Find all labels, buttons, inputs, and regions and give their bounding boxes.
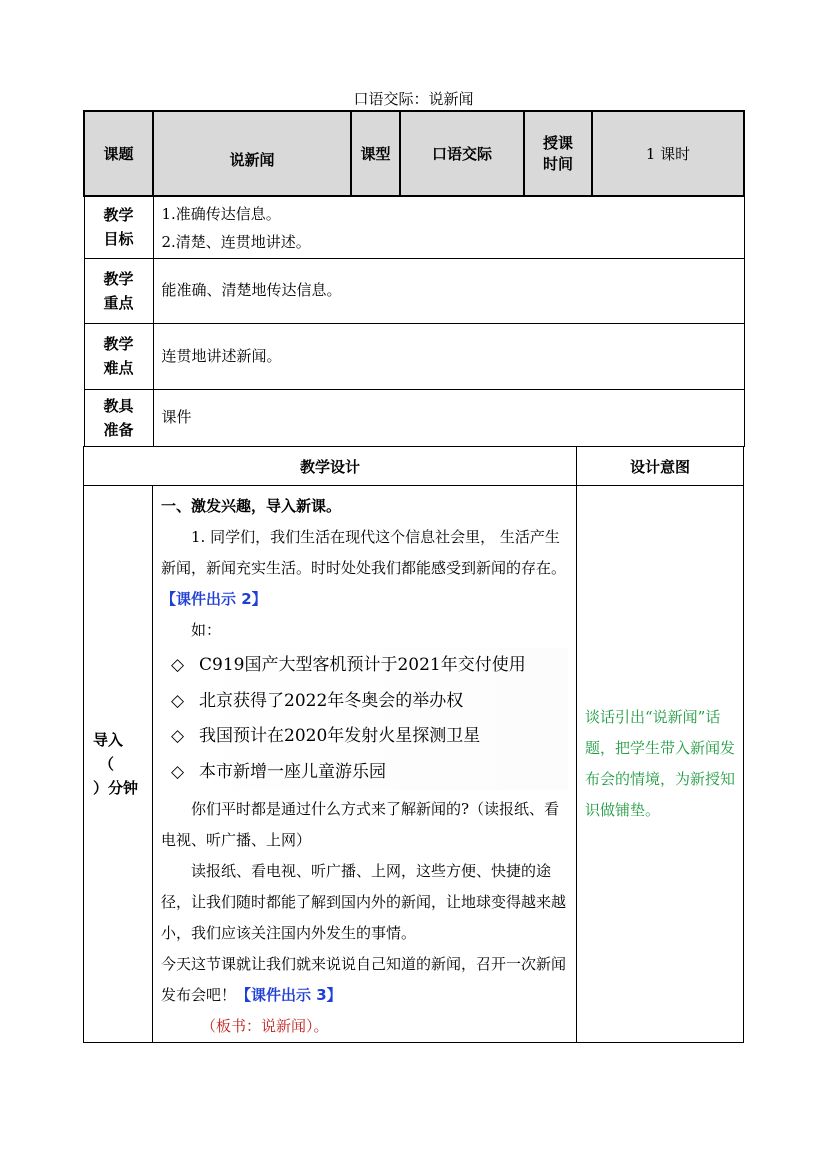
document-title: 口语交际：说新闻 <box>353 90 474 108</box>
closing-paragraph: 今天这节课就让我们就来说说自己知道的新闻，召开一次新闻发布会吧！【课件出示 3】 <box>161 955 567 1004</box>
design-intent: 谈话引出“说新闻”话题，把学生带入新闻发布会的情境，为新授知识做铺垫。 <box>577 486 744 1043</box>
news-examples <box>171 648 568 790</box>
example-lead: 如： <box>191 621 222 639</box>
phase-paren: （ <box>99 755 115 773</box>
phase-minutes: ）分钟 <box>93 779 139 797</box>
phase-cell <box>84 486 153 1043</box>
question-paragraph: 你们平时都是通过什么方式来了解新闻的?（读报纸、看电视、听广播、上网） <box>161 800 560 849</box>
design-header: 教学设计 <box>84 447 577 486</box>
list-item: ◇ C919国产大型客机预计于2021年交付使用 <box>171 655 526 675</box>
time-label-line1: 授课 <box>542 133 573 152</box>
courseware-tag: 【课件出示 3】 <box>236 986 342 1004</box>
time-label-line2: 时间 <box>542 154 573 173</box>
intro-paragraph: 1. 同学们，我们生活在现代这个信息社会里， 生活产生新闻，新闻充实生活。时时处处我们都能感受到新闻的存在。【课件出示 2】 <box>161 528 567 608</box>
key-point-label: 教学 重点 <box>84 258 153 323</box>
board-note: （板书：说新闻）。 <box>201 1017 329 1035</box>
design-content <box>153 486 577 1043</box>
goals-label: 教学 目标 <box>84 196 153 258</box>
goal-item: 2.清楚、连贯地讲述。 <box>161 233 311 252</box>
topic-label: 课题 <box>84 111 153 196</box>
time-value: 1 课时 <box>592 111 744 196</box>
section-heading: 一、激发兴趣，导入新课。 <box>161 497 342 515</box>
materials-content: 课件 <box>153 389 744 446</box>
courseware-tag: 【课件出示 2】 <box>161 590 267 608</box>
lesson-info-table <box>83 110 745 447</box>
key-point-content: 能准确、清楚地传达信息。 <box>153 258 744 323</box>
list-item: ◇ 本市新增一座儿童游乐园 <box>171 761 386 782</box>
list-item: ◇ 我国预计在2020年发射火星探测卫星 <box>171 726 481 746</box>
time-label <box>524 111 592 196</box>
difficulty-label: 教学 难点 <box>84 323 153 389</box>
difficulty-content: 连贯地讲述新闻。 <box>153 323 744 389</box>
type-label: 课型 <box>351 111 400 196</box>
goal-item: 1.准确传达信息。 <box>161 205 281 224</box>
explanation-paragraph: 读报纸、看电视、听广播、上网，这些方便、快捷的途径，让我们随时都能了解到国内外的新闻，让地球变得越来越小，我们应该关注国内外发生的事情。 <box>161 862 567 942</box>
topic-value: 说新闻 <box>153 111 351 196</box>
materials-label: 教具 准备 <box>84 389 153 446</box>
phase-label: 导入 <box>93 731 124 749</box>
goals-content <box>153 196 744 258</box>
intent-header: 设计意图 <box>577 447 744 486</box>
list-item: ◇ 北京获得了2022年冬奥会的举办权 <box>171 690 464 711</box>
lesson-design-table <box>83 446 744 1043</box>
type-value: 口语交际 <box>400 111 524 196</box>
